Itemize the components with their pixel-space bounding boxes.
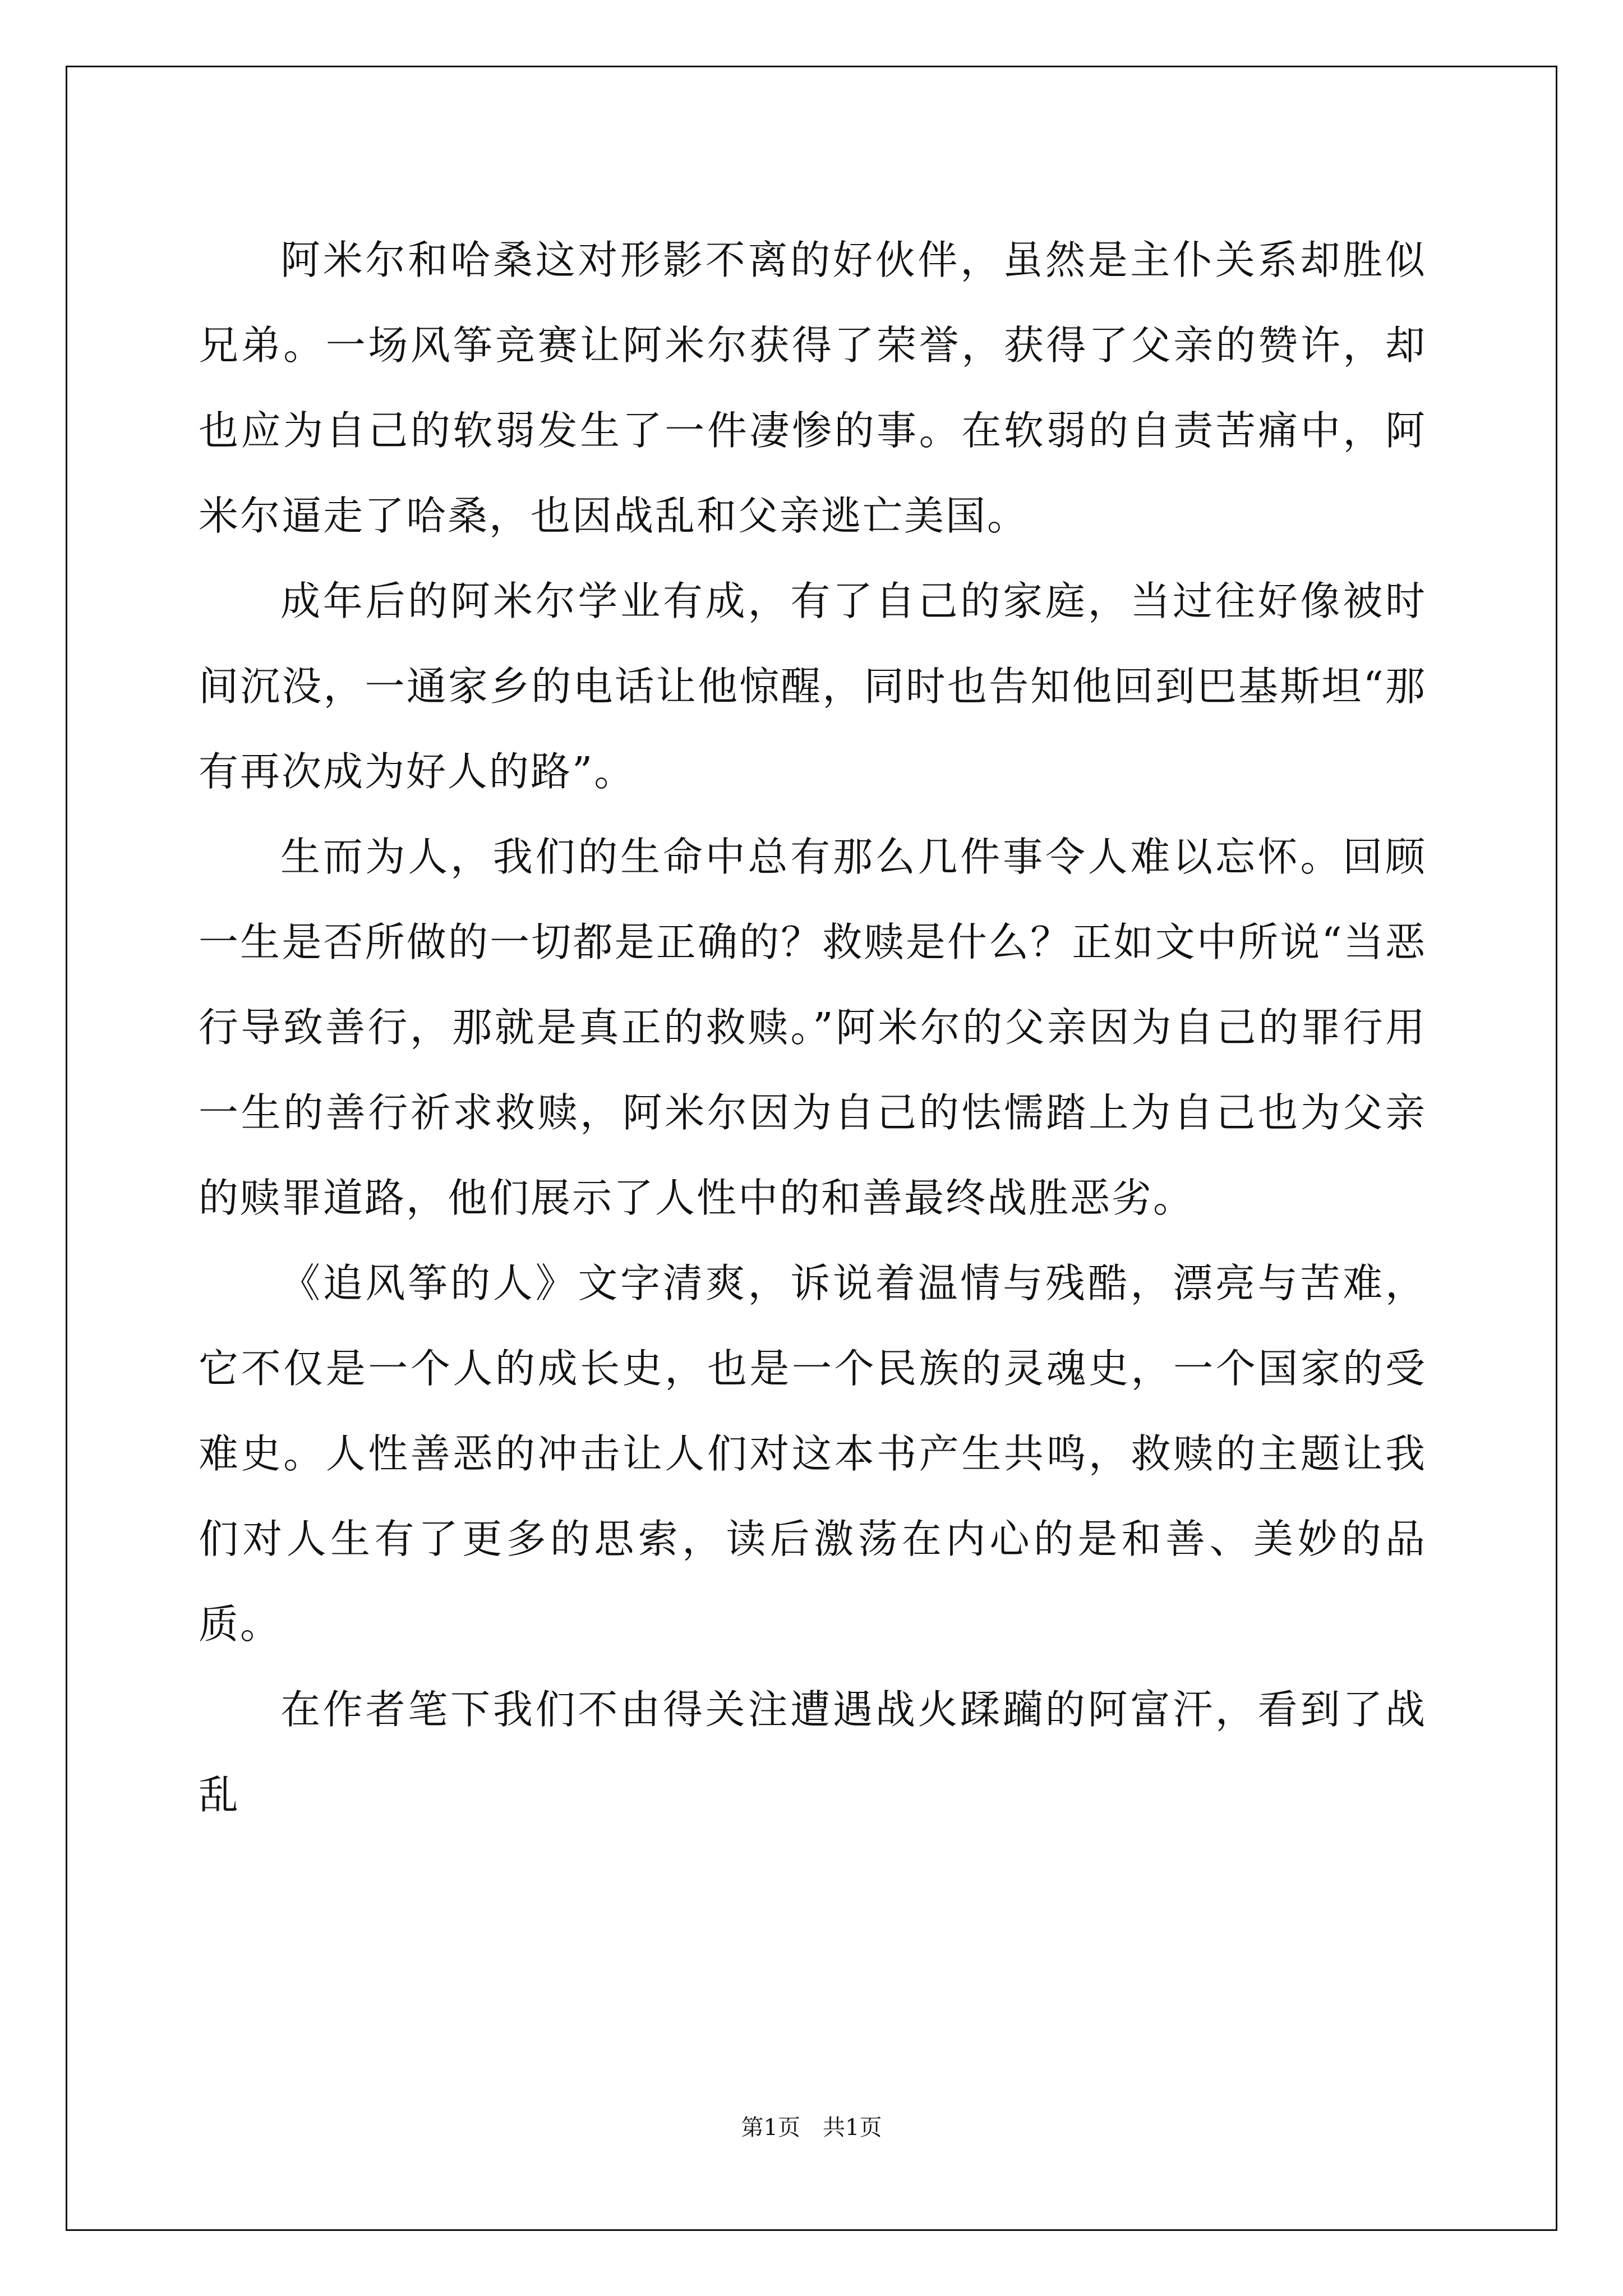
paragraph-5: 在作者笔下我们不由得关注遭遇战火蹂躏的阿富汗，看到了战乱 bbox=[199, 1686, 1427, 1818]
paragraph-1: 阿米尔和哈桑这对形影不离的好伙伴，虽然是主仆关系却胜似兄弟。一场风筝竞赛让阿米尔获得了荣誉，获得了父亲的赞许，却也应为自己的软弱发生了一件凄惨的事。在软弱的自责苦痛中，阿米尔逼走了哈桑，也因战乱和父亲逃亡美国。 bbox=[199, 237, 1427, 539]
document-body bbox=[199, 218, 1427, 1838]
paragraph-2: 成年后的阿米尔学业有成，有了自己的家庭，当过往好像被时间沉没，一通家乡的电话让他惊醒，同时也告知他回到巴基斯坦“那有再次成为好人的路”。 bbox=[199, 578, 1427, 795]
page-footer bbox=[0, 2114, 1623, 2142]
paragraph-3: 生而为人，我们的生命中总有那么几件事令人难以忘怀。回顾一生是否所做的一切都是正确的？救赎是什么？正如文中所说“当恶行导致善行，那就是真正的救赎。”阿米尔的父亲因为自己的罪行用一生的善行祈求救赎，阿米尔因为自己的怯懦踏上为自己也为父亲的赎罪道路，他们展示了人性中的和善最终战胜恶劣。 bbox=[199, 834, 1427, 1221]
page-number-current: 第1页 bbox=[741, 2115, 800, 2141]
page-number-total: 共1页 bbox=[823, 2115, 882, 2141]
paragraph-4: 《追风筝的人》文字清爽，诉说着温情与残酷，漂亮与苦难，它不仅是一个人的成长史，也是一个民族的灵魂史，一个国家的受难史。人性善恶的冲击让人们对这本书产生共鸣，救赎的主题让我们对人生有了更多的思索，读后激荡在内心的是和善、美妙的品质。 bbox=[199, 1260, 1427, 1648]
